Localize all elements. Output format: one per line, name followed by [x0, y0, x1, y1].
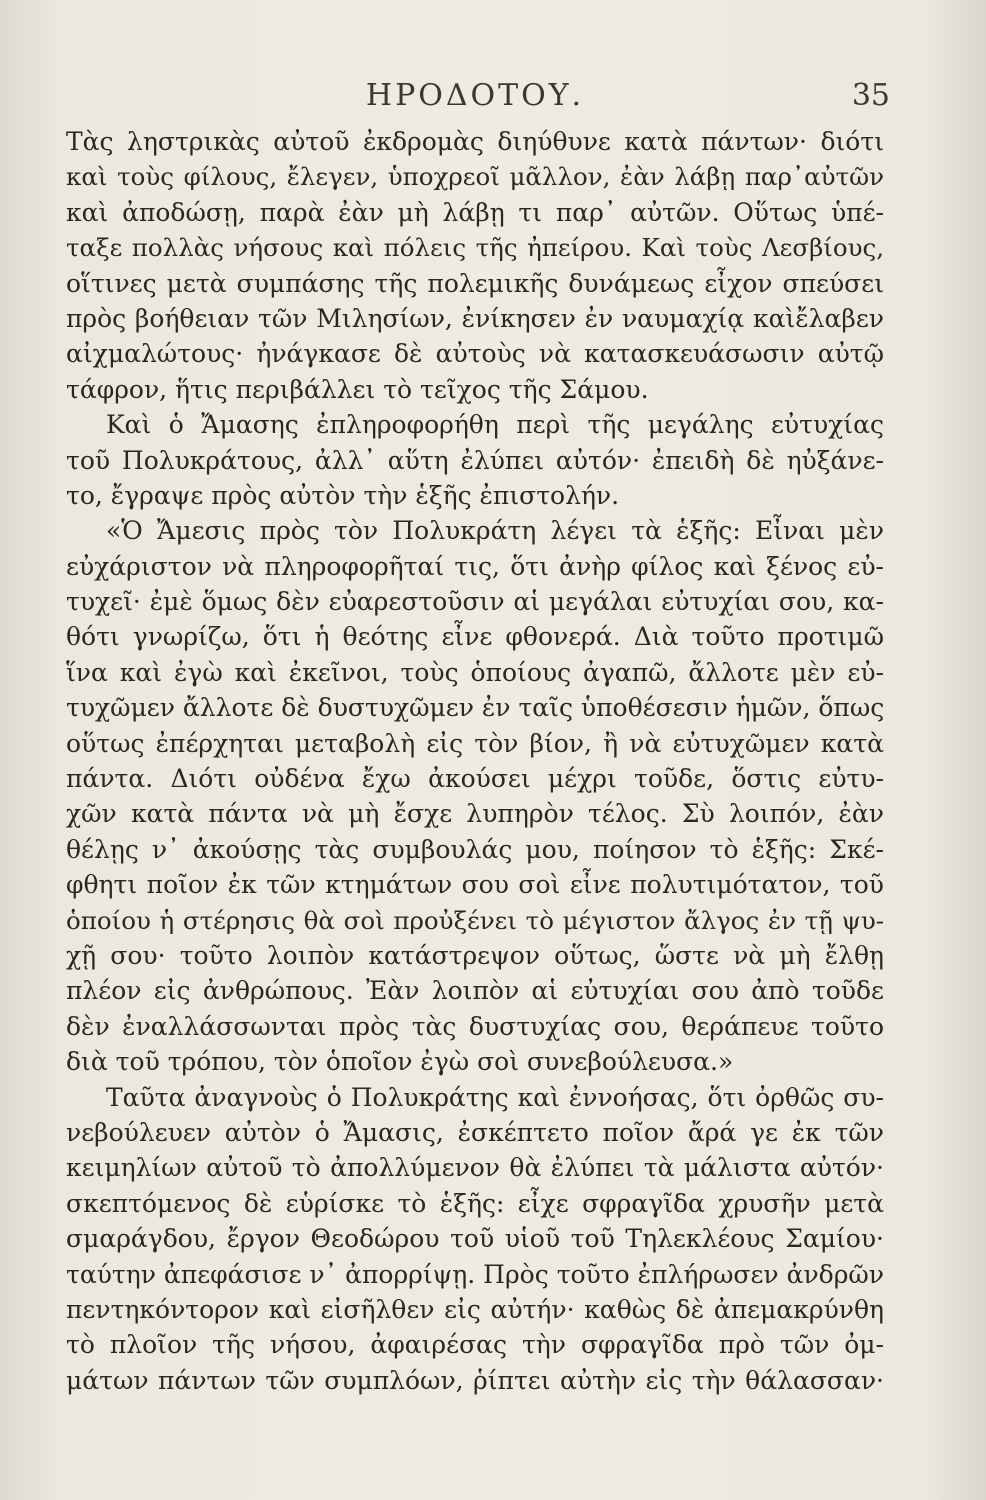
text-line: θότι γνωρίζω, ὅτι ἡ θεότης εἶνε φθονερά. Διὰ τοῦτο προτιμῶ: [66, 622, 884, 652]
text-line: θέλῃς ν᾽ ἀκούσῃς τὰς συμβουλάς μου, ποίησον τὸ ἑξῆς: Σκέ-: [66, 834, 884, 864]
text-line: εὐχάριστον νὰ πληροφορῆταί τις, ὅτι ἀνὴρ φίλος καὶ ξένος εὐ-: [66, 551, 884, 581]
text-line: τάφρον, ἥτις περιβάλλει τὸ τεῖχος τῆς Σάμου.: [66, 374, 649, 404]
text-line: σμαράγδου, ἔργον Θεοδώρου τοῦ υἱοῦ τοῦ Τηλεκλέους Σαμίου·: [66, 1224, 884, 1254]
text-line: αἰχμαλώτους· ἠνάγκασε δὲ αὐτοὺς νὰ κατασκευάσωσιν αὐτῷ: [66, 339, 884, 369]
text-line: ὁποίου ἡ στέρησις θὰ σοὶ προὐξένει τὸ μέγιστον ἄλγος ἐν τῇ ψυ-: [66, 905, 884, 935]
text-line: τοῦ Πολυκράτους, ἀλλ᾽ αὕτη ἐλύπει αὐτόν· ἐπειδὴ δὲ ηὐξάνε-: [66, 445, 884, 475]
text-line: σκεπτόμενος δὲ εὑρίσκε τὸ ἑξῆς: εἶχε σφραγῖδα χρυσῆν μετὰ: [66, 1188, 884, 1218]
page-number: 35: [851, 78, 890, 113]
text-line: τυχεῖ· ἐμὲ ὅμως δὲν εὐαρεστοῦσιν αἱ μεγάλαι εὐτυχίαι σου, κα-: [66, 587, 884, 617]
text-line: καὶ τοὺς φίλους, ἔλεγεν, ὑποχρεοῖ μᾶλλον, ἐὰν λάβῃ παρ᾽αὐτῶν: [66, 162, 884, 192]
text-line: Τὰς ληστρικὰς αὐτοῦ ἐκδρομὰς διηύθυνε κατὰ πάντων· διότι: [66, 127, 884, 156]
page-header: [60, 70, 890, 120]
text-line: χῇ σου· τοῦτο λοιπὸν κατάστρεψον οὕτως, ὥστε νὰ μὴ ἔλθῃ: [66, 940, 884, 970]
text-line: διὰ τοῦ τρόπου, τὸν ὁποῖον ἐγὼ σοὶ συνεβούλευσα.»: [66, 1047, 734, 1077]
text-line: νεβούλευεν αὐτὸν ὁ Ἄμασις, ἐσκέπτετο ποῖον ἄρά γε ἐκ τῶν: [66, 1117, 884, 1147]
text-line: χῶν κατὰ πάντα νὰ μὴ ἔσχε λυπηρὸν τέλος. Σὺ λοιπόν, ἐὰν: [66, 799, 884, 829]
text-line: πλέον εἰς ἀνθρώπους. Ἐὰν λοιπὸν αἱ εὐτυχίαι σου ἀπὸ τοῦδε: [66, 976, 884, 1006]
text-line: πρὸς βοήθειαν τῶν Μιλησίων, ἐνίκησεν ἐν ναυμαχίᾳ καὶἔλαβεν: [66, 303, 884, 333]
text-line: πεντηκόντορον καὶ εἰσῆλθεν εἰς αὐτήν· καθὼς δὲ ἀπεμακρύνθη: [66, 1294, 884, 1324]
text-line: οὕτως ἐπέρχηται μεταβολὴ εἰς τὸν βίον, ἢ νὰ εὐτυχῶμεν κατὰ: [66, 728, 884, 758]
text-line: το, ἔγραψε πρὸς αὐτὸν τὴν ἑξῆς ἐπιστολήν.: [66, 480, 620, 510]
text-line: κειμηλίων αὐτοῦ τὸ ἀπολλύμενον θὰ ἐλύπει τὰ μάλιστα αὐτόν·: [66, 1153, 884, 1183]
text-line: φθητι ποῖον ἐκ τῶν κτημάτων σου σοὶ εἶνε πολυτιμότατον, τοῦ: [66, 870, 884, 900]
running-title: ΗΡΟΔΟΤΟΥ.: [365, 78, 585, 113]
body-text: [66, 124, 884, 1398]
text-line: δὲν ἐναλλάσσωνται πρὸς τὰς δυστυχίας σου, θεράπευε τοῦτο: [66, 1011, 884, 1041]
text-line: ταξε πολλὰς νήσους καὶ πόλεις τῆς ἠπείρου. Καὶ τοὺς Λεσβίους,: [66, 233, 884, 263]
text-line: Καὶ ὁ Ἄμασης ἐπληροφορήθη περὶ τῆς μεγάλης εὐτυχίας: [106, 410, 884, 440]
text-line: πάντα. Διότι οὐδένα ἔχω ἀκούσει μέχρι τοῦδε, ὅστις εὐτυ-: [66, 764, 884, 794]
text-line: τυχῶμεν ἄλλοτε δὲ δυστυχῶμεν ἐν ταῖς ὑποθέσεσιν ἡμῶν, ὅπως: [66, 693, 884, 723]
text-line: Ταῦτα ἀναγνοὺς ὁ Πολυκράτης καὶ ἐννοήσας, ὅτι ὀρθῶς συ-: [106, 1082, 884, 1112]
text-line: ἵνα καὶ ἐγὼ καὶ ἐκεῖνοι, τοὺς ὁποίους ἀγαπῶ, ἄλλοτε μὲν εὐ-: [66, 657, 884, 687]
text-line: μάτων πάντων τῶν συμπλόων, ῥίπτει αὐτὴν εἰς τὴν θάλασσαν·: [66, 1365, 884, 1395]
text-line: οἵτινες μετὰ συμπάσης τῆς πολεμικῆς δυνάμεως εἶχον σπεύσει: [66, 268, 884, 298]
text-line: τὸ πλοῖον τῆς νήσου, ἀφαιρέσας τὴν σφραγῖδα πρὸ τῶν ὀμ-: [66, 1330, 884, 1360]
text-line: «Ὁ Ἄμεσις πρὸς τὸν Πολυκράτη λέγει τὰ ἑξῆς: Εἶναι μὲν: [106, 516, 884, 546]
text-line: καὶ ἀποδώσῃ, παρὰ ἐὰν μὴ λάβῃ τι παρ᾽ αὐτῶν. Οὕτως ὑπέ-: [66, 197, 884, 227]
text-line: ταύτην ἀπεφάσισε ν᾽ ἀπορρίψῃ. Πρὸς τοῦτο ἐπλήρωσεν ἀνδρῶν: [66, 1259, 884, 1289]
